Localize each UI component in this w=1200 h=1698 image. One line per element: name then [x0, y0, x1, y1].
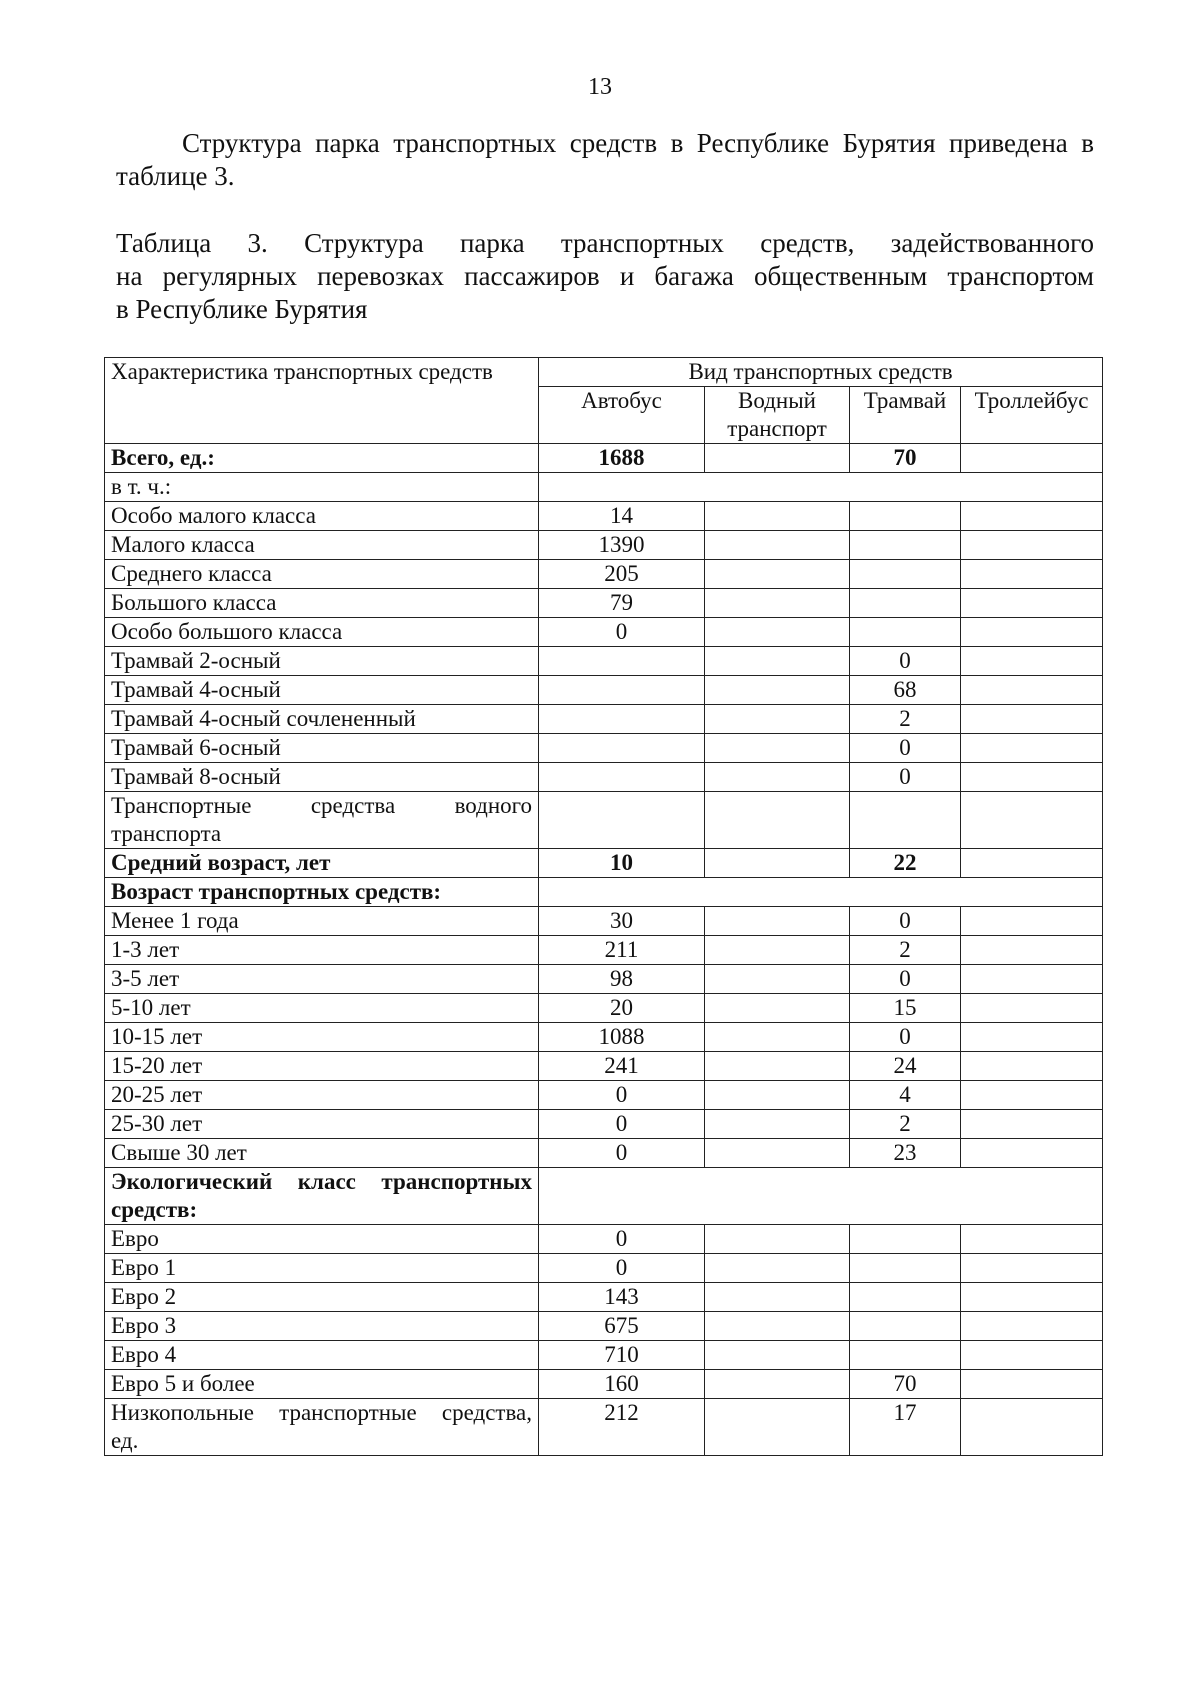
header-group: Вид транспортных средств	[539, 358, 1103, 387]
row-label: Всего, ед.:	[105, 444, 539, 473]
cell-tram	[850, 1341, 961, 1370]
table-row	[105, 1399, 1103, 1456]
cell-bus: 160	[539, 1370, 705, 1399]
cell-tram: 0	[850, 647, 961, 676]
table-row	[105, 965, 1103, 994]
table-row	[105, 1312, 1103, 1341]
cell-tram: 0	[850, 763, 961, 792]
cell-trolleybus	[961, 560, 1103, 589]
row-label: Евро 3	[105, 1312, 539, 1341]
cell-water	[705, 1225, 850, 1254]
caption-line-3: в Республике Бурятия	[116, 294, 368, 324]
table-row	[105, 531, 1103, 560]
row-label: 25-30 лет	[105, 1110, 539, 1139]
table-row	[105, 763, 1103, 792]
cell-water	[705, 1341, 850, 1370]
header-tram: Трамвай	[850, 387, 961, 444]
cell-bus: 79	[539, 589, 705, 618]
cell-tram	[850, 792, 961, 849]
cell-tram: 0	[850, 965, 961, 994]
cell-water	[705, 1399, 850, 1456]
row-label: 20-25 лет	[105, 1081, 539, 1110]
cell-trolleybus	[961, 965, 1103, 994]
cell-water	[705, 444, 850, 473]
cell-bus: 10	[539, 849, 705, 878]
row-label: Трамвай 2-осный	[105, 647, 539, 676]
table-row	[105, 1283, 1103, 1312]
row-label-line-2: средств:	[111, 1197, 198, 1222]
cell-water	[705, 618, 850, 647]
cell-tram	[850, 560, 961, 589]
row-label: в т. ч.:	[105, 473, 539, 502]
cell-trolleybus	[961, 1110, 1103, 1139]
table-row	[105, 734, 1103, 763]
row-label: Евро 5 и более	[105, 1370, 539, 1399]
cell-tram: 2	[850, 936, 961, 965]
cell-water	[705, 502, 850, 531]
cell-bus	[539, 647, 705, 676]
header-characteristic: Характеристика транспортных средств	[105, 358, 539, 444]
row-label	[105, 1399, 539, 1456]
cell-trolleybus	[961, 1341, 1103, 1370]
cell-water	[705, 1110, 850, 1139]
cell-water	[705, 734, 850, 763]
caption-line-1: Таблица 3. Структура парка транспортных средств, задействованного	[116, 228, 1094, 258]
table-row	[105, 647, 1103, 676]
cell-bus: 30	[539, 907, 705, 936]
cell-trolleybus	[961, 618, 1103, 647]
cell-tram: 17	[850, 1399, 961, 1456]
table-row	[105, 473, 1103, 502]
cell-water	[705, 965, 850, 994]
cell-bus	[539, 734, 705, 763]
cell-tram: 0	[850, 734, 961, 763]
cell-water	[705, 1139, 850, 1168]
table-row	[105, 1370, 1103, 1399]
cell-tram	[850, 531, 961, 560]
cell-bus: 143	[539, 1283, 705, 1312]
table-row	[105, 589, 1103, 618]
cell-tram	[850, 1254, 961, 1283]
cell-tram	[850, 1283, 961, 1312]
cell-tram	[850, 1312, 961, 1341]
row-label: 1-3 лет	[105, 936, 539, 965]
cell-trolleybus	[961, 1052, 1103, 1081]
row-label	[105, 792, 539, 849]
row-label: Трамвай 4-осный сочлененный	[105, 705, 539, 734]
cell-water	[705, 560, 850, 589]
cell-trolleybus	[961, 936, 1103, 965]
cell-bus: 0	[539, 1254, 705, 1283]
table-row	[105, 1168, 1103, 1225]
table-row	[105, 1052, 1103, 1081]
table-row	[105, 878, 1103, 907]
cell-tram: 15	[850, 994, 961, 1023]
cell-water	[705, 647, 850, 676]
caption-line-2: на регулярных перевозках пассажиров и багажа общественным транспортом	[116, 261, 1094, 291]
cell-bus: 20	[539, 994, 705, 1023]
cell-tram: 2	[850, 1110, 961, 1139]
cell-water	[705, 1312, 850, 1341]
row-label: 3-5 лет	[105, 965, 539, 994]
cell-bus: 675	[539, 1312, 705, 1341]
table-header-row-1	[105, 358, 1103, 387]
cell-trolleybus	[961, 907, 1103, 936]
cell-trolleybus	[961, 734, 1103, 763]
cell-trolleybus	[961, 1023, 1103, 1052]
merged-empty-cell	[539, 1168, 1103, 1225]
cell-trolleybus	[961, 1312, 1103, 1341]
cell-bus: 211	[539, 936, 705, 965]
cell-trolleybus	[961, 1370, 1103, 1399]
row-label: 15-20 лет	[105, 1052, 539, 1081]
cell-tram: 0	[850, 907, 961, 936]
row-label: Особо большого класса	[105, 618, 539, 647]
cell-trolleybus	[961, 676, 1103, 705]
cell-water	[705, 705, 850, 734]
table-row	[105, 1341, 1103, 1370]
cell-trolleybus	[961, 1139, 1103, 1168]
row-label: Малого класса	[105, 531, 539, 560]
row-label: Трамвай 6-осный	[105, 734, 539, 763]
header-bus: Автобус	[539, 387, 705, 444]
row-label: Евро 1	[105, 1254, 539, 1283]
table-row	[105, 1254, 1103, 1283]
row-label-line-2: ед.	[111, 1428, 139, 1453]
cell-water	[705, 676, 850, 705]
cell-bus: 0	[539, 618, 705, 647]
table-row	[105, 1225, 1103, 1254]
cell-bus	[539, 705, 705, 734]
cell-trolleybus	[961, 589, 1103, 618]
table-row	[105, 1023, 1103, 1052]
intro-paragraph	[116, 127, 1094, 193]
cell-bus	[539, 763, 705, 792]
row-label: Трамвай 4-осный	[105, 676, 539, 705]
cell-tram: 68	[850, 676, 961, 705]
cell-trolleybus	[961, 1399, 1103, 1456]
table-row	[105, 618, 1103, 647]
cell-bus: 0	[539, 1110, 705, 1139]
cell-bus: 710	[539, 1341, 705, 1370]
cell-trolleybus	[961, 647, 1103, 676]
cell-trolleybus	[961, 444, 1103, 473]
row-label: Средний возраст, лет	[105, 849, 539, 878]
table-row	[105, 1110, 1103, 1139]
cell-tram: 23	[850, 1139, 961, 1168]
cell-trolleybus	[961, 792, 1103, 849]
table-row	[105, 1081, 1103, 1110]
table-row	[105, 792, 1103, 849]
merged-empty-cell	[539, 878, 1103, 907]
cell-bus: 1088	[539, 1023, 705, 1052]
cell-bus	[539, 676, 705, 705]
row-label: Среднего класса	[105, 560, 539, 589]
cell-water	[705, 1023, 850, 1052]
cell-bus: 0	[539, 1225, 705, 1254]
cell-water	[705, 531, 850, 560]
cell-water	[705, 936, 850, 965]
table-caption	[116, 227, 1094, 326]
cell-bus: 0	[539, 1081, 705, 1110]
row-label: Возраст транспортных средств:	[105, 878, 539, 907]
vehicle-fleet-table	[104, 357, 1103, 1456]
row-label: 5-10 лет	[105, 994, 539, 1023]
cell-water	[705, 849, 850, 878]
merged-empty-cell	[539, 473, 1103, 502]
cell-bus: 241	[539, 1052, 705, 1081]
cell-water	[705, 907, 850, 936]
row-label: Трамвай 8-осный	[105, 763, 539, 792]
cell-tram	[850, 1225, 961, 1254]
cell-bus: 1390	[539, 531, 705, 560]
row-label: Евро	[105, 1225, 539, 1254]
cell-trolleybus	[961, 763, 1103, 792]
cell-trolleybus	[961, 531, 1103, 560]
row-label: 10-15 лет	[105, 1023, 539, 1052]
table-row	[105, 994, 1103, 1023]
cell-water	[705, 1254, 850, 1283]
intro-line-1: Структура парка транспортных средств в Республике Бурятия приведена в	[182, 128, 1094, 158]
cell-water	[705, 994, 850, 1023]
cell-water	[705, 1283, 850, 1312]
table-row	[105, 560, 1103, 589]
cell-trolleybus	[961, 502, 1103, 531]
cell-bus: 1688	[539, 444, 705, 473]
row-label: Большого класса	[105, 589, 539, 618]
cell-tram: 24	[850, 1052, 961, 1081]
cell-water	[705, 792, 850, 849]
cell-trolleybus	[961, 849, 1103, 878]
row-label: Особо малого класса	[105, 502, 539, 531]
table-row	[105, 936, 1103, 965]
cell-tram: 22	[850, 849, 961, 878]
cell-trolleybus	[961, 1254, 1103, 1283]
cell-tram	[850, 589, 961, 618]
row-label: Менее 1 года	[105, 907, 539, 936]
table-row	[105, 676, 1103, 705]
cell-bus: 98	[539, 965, 705, 994]
page-number: 13	[588, 74, 612, 100]
intro-line-2: таблице 3.	[116, 161, 235, 191]
row-label-line-1: Экологический класс транспортных	[111, 1169, 532, 1194]
cell-tram: 70	[850, 444, 961, 473]
cell-water	[705, 1052, 850, 1081]
row-label-line-1: Низкопольные транспортные средства,	[111, 1400, 532, 1425]
table-row	[105, 705, 1103, 734]
cell-water	[705, 763, 850, 792]
cell-trolleybus	[961, 1283, 1103, 1312]
cell-bus	[539, 792, 705, 849]
table-container	[104, 357, 1102, 1456]
cell-trolleybus	[961, 1225, 1103, 1254]
table-row	[105, 907, 1103, 936]
cell-trolleybus	[961, 994, 1103, 1023]
cell-water	[705, 589, 850, 618]
cell-water	[705, 1370, 850, 1399]
table-row	[105, 444, 1103, 473]
cell-tram: 4	[850, 1081, 961, 1110]
cell-trolleybus	[961, 1081, 1103, 1110]
cell-water	[705, 1081, 850, 1110]
cell-tram: 2	[850, 705, 961, 734]
cell-trolleybus	[961, 705, 1103, 734]
header-trolleybus: Троллейбус	[961, 387, 1103, 444]
table-row	[105, 1139, 1103, 1168]
header-water: Водный транспорт	[705, 387, 850, 444]
row-label: Евро 2	[105, 1283, 539, 1312]
cell-bus: 0	[539, 1139, 705, 1168]
cell-tram: 70	[850, 1370, 961, 1399]
cell-bus: 212	[539, 1399, 705, 1456]
row-label: Евро 4	[105, 1341, 539, 1370]
cell-tram	[850, 502, 961, 531]
cell-tram: 0	[850, 1023, 961, 1052]
row-label	[105, 1168, 539, 1225]
cell-bus: 14	[539, 502, 705, 531]
table-row	[105, 502, 1103, 531]
row-label-line-2: транспорта	[111, 821, 222, 846]
row-label: Свыше 30 лет	[105, 1139, 539, 1168]
table-row	[105, 849, 1103, 878]
row-label-line-1: Транспортные средства водного	[111, 793, 532, 818]
cell-bus: 205	[539, 560, 705, 589]
cell-tram	[850, 618, 961, 647]
